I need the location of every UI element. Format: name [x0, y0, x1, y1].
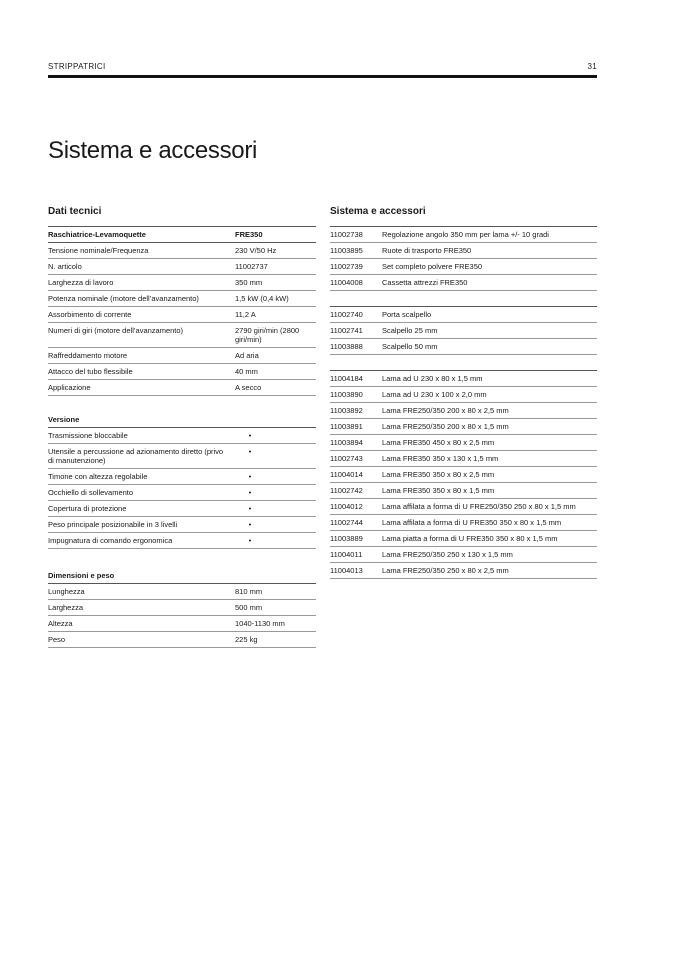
feature-label: Trasmissione bloccabile: [48, 431, 128, 440]
accessory-row: [330, 483, 597, 499]
group-separator: [330, 291, 597, 307]
accessory-row: [330, 563, 597, 579]
article-code: 11004012: [330, 502, 363, 511]
dimension-row: [48, 600, 316, 616]
version-section: [48, 414, 316, 549]
article-description: Ruote di trasporto FRE350: [382, 246, 472, 255]
spec-row: [48, 380, 316, 396]
article-description: Lama affilata a forma di U FRE350 350 x 80 x 1,5 mm: [382, 518, 562, 527]
article-description: Lama FRE250/350 250 x 80 x 2,5 mm: [382, 566, 509, 575]
article-code: 11003892: [330, 406, 363, 415]
spec-value: 11002737: [235, 262, 268, 271]
dimensions-heading: Dimensioni e peso: [48, 570, 316, 584]
dimension-label: Lunghezza: [48, 587, 85, 596]
article-code: 11004014: [330, 470, 363, 479]
specs-table: [48, 226, 316, 396]
feature-row: [48, 533, 316, 549]
version-heading: Versione: [48, 414, 316, 428]
feature-label: Utensile a percussione ad azionamento diretto (privo di manutenzione): [48, 447, 224, 465]
accessory-row: [330, 467, 597, 483]
spec-value: A secco: [235, 383, 262, 392]
article-code: 11004184: [330, 374, 363, 383]
article-description: Regolazione angolo 350 mm per lama +/- 10 gradi: [382, 230, 549, 239]
article-code: 11003891: [330, 422, 363, 431]
spec-row: [48, 275, 316, 291]
model-label: Raschiatrice-Levamoquette: [48, 230, 146, 239]
article-code: 11002742: [330, 486, 363, 495]
accessory-row: [330, 403, 597, 419]
feature-row: [48, 428, 316, 444]
spec-row: [48, 323, 316, 348]
page-number: 31: [587, 62, 597, 71]
article-code: 11004011: [330, 550, 363, 559]
dimension-value: 810 mm: [235, 587, 263, 596]
spec-label: Attacco del tubo flessibile: [48, 367, 133, 376]
accessory-row: [330, 435, 597, 451]
article-code: 11002738: [330, 230, 363, 239]
accessory-row: [330, 515, 597, 531]
dimension-value: 500 mm: [235, 603, 263, 612]
article-description: Porta scalpello: [382, 310, 432, 319]
spec-label: Numeri di giri (motore dell’avanzamento): [48, 326, 184, 335]
feature-label: Occhiello di sollevamento: [48, 488, 134, 497]
page-title: Sistema e accessori: [48, 137, 258, 164]
accessory-row: [330, 226, 597, 243]
article-code: 11003895: [330, 246, 363, 255]
feature-bullet: •: [248, 504, 252, 513]
article-description: Lama ad U 230 x 100 x 2,0 mm: [382, 390, 487, 399]
specs-table-header: [48, 226, 316, 243]
dimensions-section: [48, 570, 316, 648]
feature-bullet: •: [248, 520, 252, 529]
feature-bullet: •: [248, 447, 252, 456]
dimension-label: Altezza: [48, 619, 73, 628]
accessory-row: [330, 547, 597, 563]
feature-row: [48, 469, 316, 485]
spec-row: [48, 259, 316, 275]
article-code: 11004008: [330, 278, 363, 287]
accessory-row: [330, 275, 597, 291]
feature-row: [48, 501, 316, 517]
dimension-row: [48, 616, 316, 632]
spec-value: 40 mm: [235, 367, 258, 376]
article-code: 11002743: [330, 454, 363, 463]
article-description: Lama FRE350 350 x 130 x 1,5 mm: [382, 454, 499, 463]
article-code: 11002744: [330, 518, 363, 527]
spec-row: [48, 364, 316, 380]
article-code: 11003889: [330, 534, 363, 543]
article-description: Scalpello 50 mm: [382, 342, 438, 351]
dimension-label: Peso: [48, 635, 66, 644]
article-code: 11004013: [330, 566, 363, 575]
article-code: 11003888: [330, 342, 363, 351]
feature-bullet: •: [248, 488, 252, 497]
accessories-heading: Sistema e accessori: [330, 206, 426, 217]
accessory-row: [330, 387, 597, 403]
dimension-value: 1040-1130 mm: [235, 619, 285, 628]
accessory-row: [330, 259, 597, 275]
article-code: 11003890: [330, 390, 363, 399]
technical-data-heading: Dati tecnici: [48, 206, 102, 217]
accessory-row: [330, 307, 597, 323]
accessories-column: [330, 205, 597, 579]
article-description: Lama FRE250/350 200 x 80 x 2,5 mm: [382, 406, 509, 415]
model-name: FRE350: [235, 230, 263, 239]
feature-label: Impugnatura di comando ergonomica: [48, 536, 173, 545]
spec-value: Ad aria: [235, 351, 259, 360]
spec-value: 350 mm: [235, 278, 263, 287]
dimension-label: Larghezza: [48, 603, 84, 612]
dimension-row: [48, 632, 316, 648]
spec-value: 1,5 kW (0,4 kW): [235, 294, 289, 303]
spec-label: Assorbimento di corrente: [48, 310, 132, 319]
accessory-row: [330, 419, 597, 435]
feature-label: Peso principale posizionabile in 3 livelli: [48, 520, 178, 529]
group-separator: [330, 355, 597, 371]
accessory-row: [330, 339, 597, 355]
article-description: Lama FRE350 450 x 80 x 2,5 mm: [382, 438, 495, 447]
article-code: 11002741: [330, 326, 363, 335]
spec-label: Raffreddamento motore: [48, 351, 128, 360]
spec-value: 230 V/50 Hz: [235, 246, 277, 255]
feature-bullet: •: [248, 536, 252, 545]
accessory-row: [330, 499, 597, 515]
spec-label: Tensione nominale/Frequenza: [48, 246, 149, 255]
accessories-table: [330, 226, 597, 579]
article-description: Scalpello 25 mm: [382, 326, 438, 335]
article-description: Lama FRE350 350 x 80 x 1,5 mm: [382, 486, 495, 495]
spec-label: N. articolo: [48, 262, 82, 271]
article-description: Set completo polvere FRE350: [382, 262, 483, 271]
spec-label: Potenza nominale (motore dell’avanzamento): [48, 294, 199, 303]
feature-bullet: •: [248, 431, 252, 440]
feature-row: [48, 485, 316, 501]
article-code: 11002740: [330, 310, 363, 319]
dimension-row: [48, 584, 316, 600]
accessory-row: [330, 531, 597, 547]
article-description: Lama FRE250/350 250 x 130 x 1,5 mm: [382, 550, 513, 559]
spec-row: [48, 348, 316, 364]
feature-row: [48, 444, 316, 469]
article-description: Lama piatta a forma di U FRE350 350 x 80 x 1,5 mm: [382, 534, 558, 543]
spec-value: 11,2 A: [235, 310, 256, 319]
spec-value: 2790 giri/min (2800 giri/min): [235, 326, 300, 344]
article-description: Lama affilata a forma di U FRE250/350 250 x 80 x 1,5 mm: [382, 502, 576, 511]
article-description: Cassetta attrezzi FRE350: [382, 278, 468, 287]
feature-label: Timone con altezza regolabile: [48, 472, 148, 481]
feature-label: Copertura di protezione: [48, 504, 127, 513]
article-description: Lama FRE250/350 200 x 80 x 1,5 mm: [382, 422, 509, 431]
dimension-value: 225 kg: [235, 635, 258, 644]
spec-label: Applicazione: [48, 383, 91, 392]
accessory-row: [330, 323, 597, 339]
section-label: STRIPPATRICI: [48, 62, 106, 71]
spec-row: [48, 307, 316, 323]
accessory-row: [330, 371, 597, 387]
article-code: 11002739: [330, 262, 363, 271]
spec-label: Larghezza di lavoro: [48, 278, 114, 287]
article-description: Lama FRE350 350 x 80 x 2,5 mm: [382, 470, 495, 479]
spec-row: [48, 291, 316, 307]
feature-row: [48, 517, 316, 533]
article-description: Lama ad U 230 x 80 x 1,5 mm: [382, 374, 483, 383]
article-code: 11003894: [330, 438, 363, 447]
header-rule: [48, 75, 597, 78]
accessory-row: [330, 451, 597, 467]
spec-row: [48, 243, 316, 259]
accessory-row: [330, 243, 597, 259]
feature-bullet: •: [248, 472, 252, 481]
technical-data-column: [48, 205, 316, 648]
